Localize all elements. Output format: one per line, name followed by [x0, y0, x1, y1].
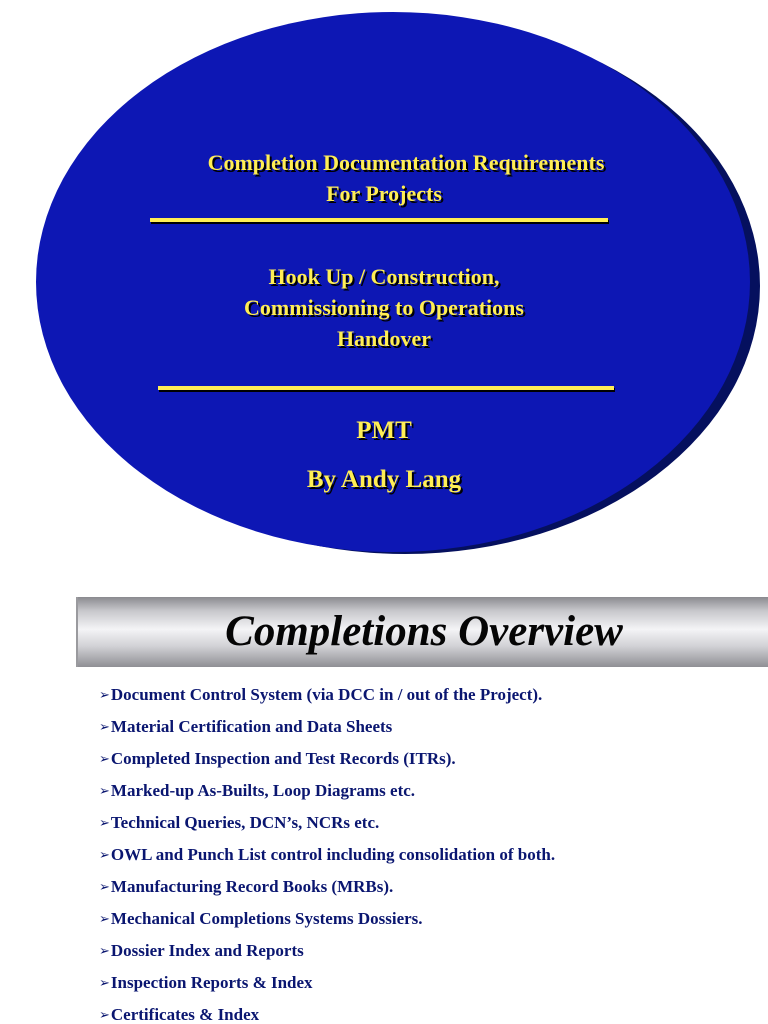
arrow-right-icon: ➢ [99, 944, 110, 959]
overview-bullet-text: Completed Inspection and Test Records (ITRs). [110, 749, 456, 768]
overview-bullet-item [99, 809, 555, 841]
department-label: PMT [356, 417, 412, 444]
arrow-right-icon: ➢ [99, 848, 110, 863]
overview-bullet-text: OWL and Punch List control including consolidation of both. [110, 845, 556, 864]
overview-bullet-list [99, 681, 555, 1024]
overview-bullet-item [99, 905, 555, 937]
scope-block [0, 261, 768, 354]
overview-bullet-text: Inspection Reports & Index [110, 973, 313, 992]
arrow-right-icon: ➢ [99, 880, 110, 895]
overview-bullet-text: Marked-up As-Builts, Loop Diagrams etc. [110, 781, 416, 800]
arrow-right-icon: ➢ [99, 688, 110, 703]
arrow-right-icon: ➢ [99, 816, 110, 831]
overview-bullet-item [99, 1001, 555, 1024]
overview-bullet-item [99, 873, 555, 905]
arrow-right-icon: ➢ [99, 912, 110, 927]
overview-bullet-text: Certificates & Index [110, 1005, 260, 1024]
overview-bullet-item [99, 681, 555, 713]
overview-banner [76, 597, 768, 667]
scope-line-3: Handover [336, 326, 432, 351]
overview-bullet-item [99, 777, 555, 809]
overview-bullet-text: Material Certification and Data Sheets [110, 717, 393, 736]
arrow-right-icon: ➢ [99, 720, 110, 735]
title-divider-bottom [158, 386, 614, 390]
overview-bullet-text: Dossier Index and Reports [110, 941, 304, 960]
overview-bullet-text: Mechanical Completions Systems Dossiers. [110, 909, 423, 928]
scope-line-1: Hook Up / Construction, [268, 264, 500, 289]
title-divider-top [150, 218, 608, 222]
overview-bullet-item [99, 713, 555, 745]
scope-line-2: Commissioning to Operations [244, 295, 524, 320]
overview-bullet-text: Document Control System (via DCC in / out of the Project). [110, 685, 543, 704]
overview-bullet-item [99, 745, 555, 777]
document-title-line-1: Completion Documentation Requirements [207, 150, 605, 175]
author-byline: By Andy Lang [306, 466, 462, 493]
arrow-right-icon: ➢ [99, 784, 110, 799]
document-title-line-2: For Projects [326, 181, 442, 206]
arrow-right-icon: ➢ [99, 1008, 110, 1023]
overview-bullet-text: Manufacturing Record Books (MRBs). [110, 877, 394, 896]
overview-bullet-item [99, 841, 555, 873]
overview-heading: Completions Overview [225, 608, 623, 655]
arrow-right-icon: ➢ [99, 752, 110, 767]
arrow-right-icon: ➢ [99, 976, 110, 991]
overview-bullet-item [99, 969, 555, 1001]
overview-bullet-text: Technical Queries, DCN’s, NCRs etc. [110, 813, 380, 832]
overview-bullet-item [99, 937, 555, 969]
